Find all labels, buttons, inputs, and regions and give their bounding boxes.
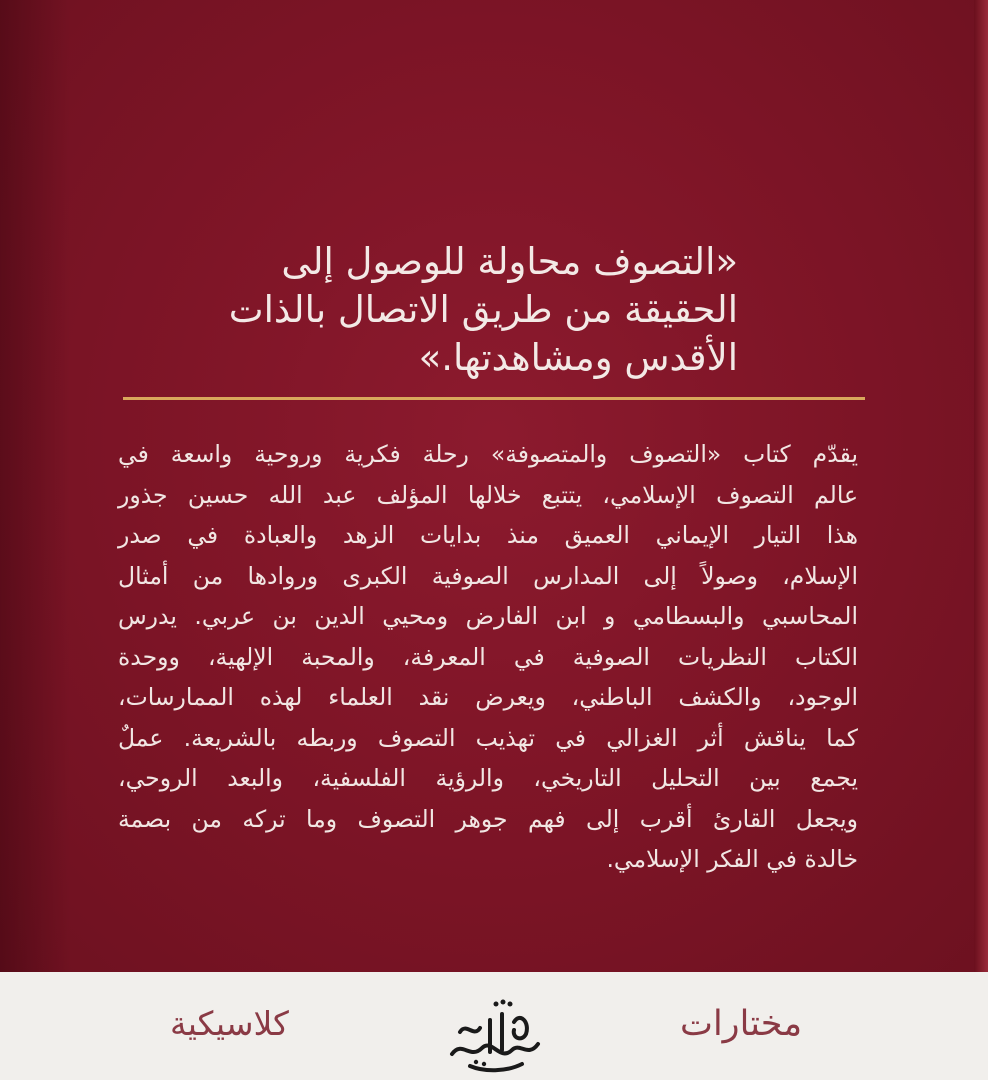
description-line: يجمع بين التحليل التاريخي، والرؤية الفلسفية، والبعد الروحي، (118, 764, 858, 792)
publisher-logo (440, 992, 550, 1074)
description-line: الوجود، والكشف الباطني، ويعرض نقد العلماء لهذه الممارسات، (118, 683, 858, 711)
description-line: هذا التيار الإيماني العميق منذ بدايات الزهد والعبادة في صدر (118, 521, 858, 549)
description-line: خالدة في الفكر الإسلامي. (606, 845, 858, 873)
description-line: كما يناقش أثر الغزالي في تهذيب التصوف وربطه بالشريعة. عملٌ (118, 723, 858, 752)
pull-quote (118, 238, 738, 382)
description-line: المحاسبي والبسطامي و ابن الفارض ومحيي الدين بن عربي. يدرس (118, 602, 858, 630)
description-line: الكتاب النظريات الصوفية في المعرفة، والمحبة الإلهية، ووحدة (118, 642, 858, 671)
series-label-selections: مختارات (680, 1004, 803, 1044)
pull-quote-line: الأقدس ومشاهدتها.» (418, 336, 738, 379)
series-label-classics: كلاسيكية (170, 1004, 289, 1043)
description-line: ويجعل القارئ أقرب إلى فهم جوهر التصوف وما تركه من بصمة (118, 804, 858, 833)
gold-divider (123, 397, 865, 400)
cover-edge (974, 0, 988, 972)
book-description (118, 434, 858, 880)
description-line: عالم التصوف الإسلامي، يتتبع خلالها المؤلف عبد الله حسين جذور (118, 480, 858, 509)
spine-shadow (0, 0, 70, 972)
pull-quote-line: «التصوف محاولة للوصول إلى (281, 240, 738, 283)
pull-quote-line: الحقيقة من طريق الاتصال بالذات (228, 288, 738, 331)
description-line: يقدّم كتاب «التصوف والمتصوفة» رحلة فكرية وروحية واسعة في (118, 440, 858, 468)
description-line: الإسلام، وصولاً إلى المدارس الصوفية الكبرى وروادها من أمثال (118, 561, 858, 590)
